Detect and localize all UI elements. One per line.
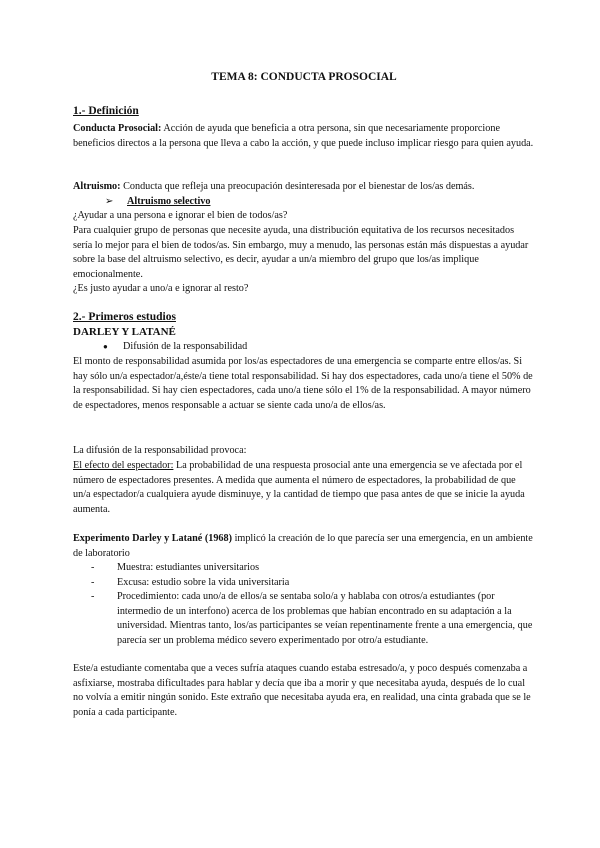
question-1: ¿Ayudar a una persona e ignorar el bien de todos/as? <box>73 210 288 221</box>
list-item: - Procedimiento: cada uno/a de ellos/a se sentaba solo/a y hablaba con otros/a estudiantes (por intermedio de un interfono) acerca de los problemas que habían encontrado en su adaptación a la universidad. Mientras tanto, los/as participantes se veían repentinamente frente a una emergencia, que parecía ser un problema médico severo experimentado por otro/a estudiante. <box>91 591 533 646</box>
bullet-dot-icon: ● <box>103 342 108 351</box>
altruismo-paragraph: Para cualquier grupo de personas que necesite ayuda, una distribución equitativa de los recursos necesitados sería lo mejor para el bien de todos/as. Sin embargo, muy a menudo, las personas están más dispuestas a ayudar sobre la base del altruismo selectivo, es decir, ayudar a un/a miembro del grupo que los/as implique emocionalmente. <box>73 225 529 280</box>
experimento-term: Experimento Darley y Latané (1968) <box>73 533 233 544</box>
experimento-paragraph <box>73 532 535 561</box>
experimento-text: implicó la creación de lo que parecía ser una emergencia, en un ambiente de laboratorio <box>73 533 533 559</box>
efecto-text: La probabilidad de una respuesta prosocial ante una emergencia se ve afectada por el número de espectadores presentes. A medida que aumenta el número de espectadores, la probabilidad de que un/a espectador/a cualquiera ayude disminuye, y la cantidad de tiempo que pasa antes de que se inicie la ayuda aumenta. <box>73 460 525 515</box>
efecto-espectador-paragraph <box>73 459 535 517</box>
dash-marker: - <box>91 576 95 588</box>
altruismo-definition <box>73 180 535 195</box>
arrow-bullet-icon: ➢ <box>105 196 114 207</box>
darley-latane-heading: DARLEY Y LATANÉ <box>73 326 176 338</box>
altruismo-selectivo-label: Altruismo selectivo <box>127 196 211 207</box>
section-1-heading: 1.- Definición <box>73 105 139 117</box>
bullet-label: Difusión de la responsabilidad <box>123 341 248 352</box>
prosocial-term: Conducta Prosocial: <box>73 123 162 134</box>
dash-marker: - <box>91 562 95 573</box>
responsabilidad-paragraph: El monto de responsabilidad asumida por los/as espectadores de una emergencia se comparte entre ellos/as. Si hay sólo un/a espectador/a,éste/a tiene total responsabilidad. Si hay dos espectadores, cada uno/a tiene el 50% de la responsabilidad. Si hay cien espectadores, cada uno/a tiene sólo el 1% de la responsabilidad. A mayor número de espectadores, menos responsable a actuar se siente cada uno/a de ellos/as. <box>73 356 533 411</box>
prosocial-definition <box>73 122 535 151</box>
altruismo-selectivo-item <box>105 195 210 210</box>
bullet-item <box>103 340 247 355</box>
list-item: - Muestra: estudiantes universitarios <box>73 561 535 576</box>
dash-marker: - <box>91 591 95 603</box>
experimento-list <box>73 561 535 649</box>
list-item: - Excusa: estudio sobre la vida universitaria <box>73 576 535 591</box>
question-2: ¿Es justo ayudar a uno/a e ignorar al resto? <box>73 283 249 294</box>
document-title: TEMA 8: CONDUCTA PROSOCIAL <box>211 71 397 83</box>
section-2-heading: 2.- Primeros estudios <box>73 311 176 323</box>
difusion-intro: La difusión de la responsabilidad provoca: <box>73 445 247 456</box>
final-paragraph: Este/a estudiante comentaba que a veces sufría ataques cuando estaba estresado/a, y poco después comenzaba a asfixiarse, mostraba dificultades para hablar y decía que iba a morir y que necesitaba ayuda, después de lo cual no volvía a emitir ningún sonido. Este extraño que necesitaba ayuda era, en realidad, una cinta grabada que se le ponía a cada participante. <box>73 663 531 718</box>
altruismo-term: Altruismo: <box>73 181 121 192</box>
efecto-term: El efecto del espectador: <box>73 460 174 471</box>
altruismo-text: Conducta que refleja una preocupación desinteresada por el bienestar de los/as demás. <box>120 181 475 192</box>
prosocial-text: Acción de ayuda que beneficia a otra persona, sin que necesariamente proporcione beneficios directos a la persona que lleva a cabo la acción, y que puede incluso implicar riesgo para quien ayuda. <box>73 123 534 149</box>
